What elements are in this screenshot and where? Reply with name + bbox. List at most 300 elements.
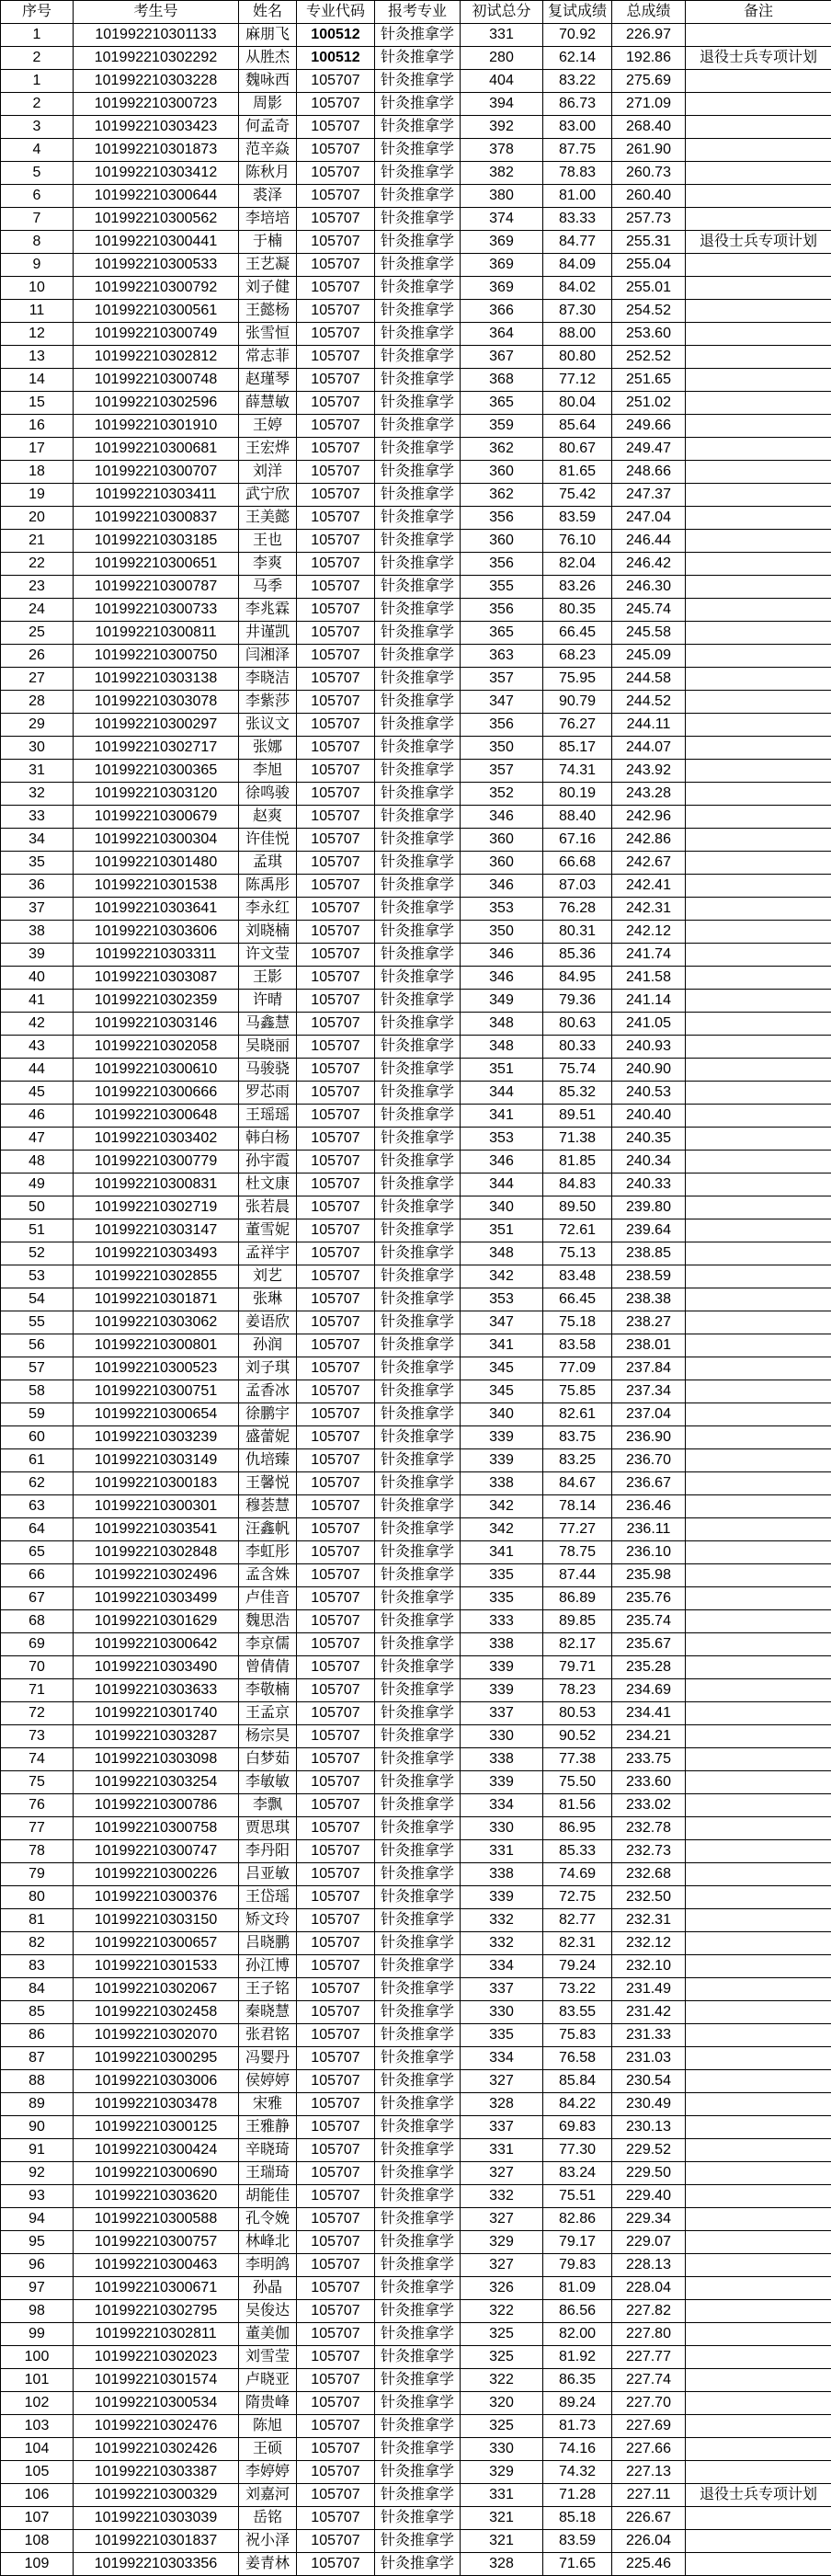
cell-retest-score: 89.24 [543, 2392, 612, 2415]
cell-major: 针灸推拿学 [375, 2070, 461, 2093]
cell-exam-id: 101992210300588 [74, 2208, 239, 2231]
cell-major-code: 105707 [297, 1196, 375, 1219]
cell-note [686, 1082, 831, 1105]
cell-initial-score: 333 [461, 1610, 543, 1633]
cell-initial-score: 369 [461, 254, 543, 277]
cell-major: 针灸推拿学 [375, 553, 461, 576]
cell-note [686, 2461, 831, 2484]
cell-note [686, 829, 831, 852]
cell-seq: 105 [1, 2461, 74, 2484]
cell-major-code: 105707 [297, 1840, 375, 1863]
cell-note [686, 1196, 831, 1219]
cell-exam-id: 101992210300533 [74, 254, 239, 277]
cell-total-score: 240.33 [612, 1174, 686, 1196]
cell-initial-score: 337 [461, 2116, 543, 2139]
cell-initial-score: 363 [461, 645, 543, 668]
cell-major-code: 105707 [297, 1449, 375, 1472]
cell-major: 针灸推拿学 [375, 1311, 461, 1334]
cell-note [686, 1518, 831, 1541]
cell-exam-id: 101992210303098 [74, 1748, 239, 1771]
cell-retest-score: 82.17 [543, 1633, 612, 1656]
cell-exam-id: 101992210303062 [74, 1311, 239, 1334]
cell-major: 针灸推拿学 [375, 2530, 461, 2553]
cell-total-score: 240.35 [612, 1128, 686, 1151]
cell-major: 针灸推拿学 [375, 1174, 461, 1196]
cell-retest-score: 83.25 [543, 1449, 612, 1472]
cell-name: 张雪恒 [239, 323, 297, 346]
cell-note [686, 2530, 831, 2553]
cell-seq: 70 [1, 1656, 74, 1679]
cell-exam-id: 101992210303254 [74, 1771, 239, 1794]
cell-initial-score: 356 [461, 599, 543, 622]
cell-total-score: 243.92 [612, 760, 686, 783]
table-row [1, 1748, 831, 1771]
cell-note [686, 1886, 831, 1909]
cell-total-score: 226.04 [612, 2530, 686, 2553]
cell-major-code: 105707 [297, 1817, 375, 1840]
table-row [1, 2116, 831, 2139]
cell-retest-score: 86.73 [543, 93, 612, 116]
cell-total-score: 232.10 [612, 1955, 686, 1978]
cell-major-code: 100512 [297, 47, 375, 70]
cell-major-code: 105707 [297, 2438, 375, 2461]
cell-initial-score: 339 [461, 1771, 543, 1794]
cell-exam-id: 101992210303185 [74, 530, 239, 553]
cell-seq: 41 [1, 990, 74, 1013]
cell-name: 宋雅 [239, 2093, 297, 2116]
cell-major: 针灸推拿学 [375, 1633, 461, 1656]
cell-total-score: 240.90 [612, 1059, 686, 1082]
cell-initial-score: 341 [461, 1334, 543, 1357]
table-row [1, 1633, 831, 1656]
cell-retest-score: 80.53 [543, 1702, 612, 1725]
cell-exam-id: 101992210300610 [74, 1059, 239, 1082]
cell-exam-id: 101992210300787 [74, 576, 239, 599]
cell-seq: 68 [1, 1610, 74, 1633]
cell-note: 退役士兵专项计划 [686, 231, 831, 254]
cell-note [686, 1472, 831, 1495]
table-row [1, 93, 831, 116]
cell-total-score: 253.60 [612, 323, 686, 346]
cell-major: 针灸推拿学 [375, 921, 461, 944]
cell-major-code: 105707 [297, 2254, 375, 2277]
cell-note [686, 2208, 831, 2231]
cell-initial-score: 362 [461, 484, 543, 507]
cell-note [686, 2185, 831, 2208]
cell-note [686, 1932, 831, 1955]
cell-seq: 102 [1, 2392, 74, 2415]
cell-note [686, 1036, 831, 1059]
cell-seq: 62 [1, 1472, 74, 1495]
cell-initial-score: 360 [461, 530, 543, 553]
cell-seq: 78 [1, 1840, 74, 1863]
cell-major-code: 105707 [297, 415, 375, 438]
cell-total-score: 232.50 [612, 1886, 686, 1909]
cell-total-score: 227.74 [612, 2369, 686, 2392]
cell-note [686, 1013, 831, 1036]
cell-initial-score: 335 [461, 2024, 543, 2047]
cell-name: 陈禹彤 [239, 875, 297, 898]
cell-initial-score: 330 [461, 2438, 543, 2461]
cell-name: 侯婷婷 [239, 2070, 297, 2093]
table-row [1, 1495, 831, 1518]
cell-major: 针灸推拿学 [375, 2484, 461, 2507]
cell-major: 针灸推拿学 [375, 622, 461, 645]
cell-exam-id: 101992210300707 [74, 461, 239, 484]
cell-initial-score: 345 [461, 1380, 543, 1403]
cell-seq: 104 [1, 2438, 74, 2461]
cell-note [686, 1955, 831, 1978]
cell-note [686, 1909, 831, 1932]
cell-exam-id: 101992210302811 [74, 2323, 239, 2346]
table-row [1, 116, 831, 139]
cell-exam-id: 101992210303490 [74, 1656, 239, 1679]
cell-retest-score: 88.40 [543, 806, 612, 829]
cell-major-code: 100512 [297, 24, 375, 47]
cell-note [686, 2231, 831, 2254]
table-row [1, 1059, 831, 1082]
cell-major: 针灸推拿学 [375, 1036, 461, 1059]
cell-note [686, 921, 831, 944]
cell-seq: 72 [1, 1702, 74, 1725]
cell-retest-score: 79.36 [543, 990, 612, 1013]
cell-initial-score: 364 [461, 323, 543, 346]
cell-major-code: 105707 [297, 2185, 375, 2208]
cell-note [686, 2277, 831, 2300]
table-row [1, 2139, 831, 2162]
cell-initial-score: 330 [461, 1817, 543, 1840]
cell-seq: 92 [1, 2162, 74, 2185]
cell-seq: 36 [1, 875, 74, 898]
cell-major: 针灸推拿学 [375, 829, 461, 852]
cell-exam-id: 101992210303387 [74, 2461, 239, 2484]
cell-name: 矫文玲 [239, 1909, 297, 1932]
cell-total-score: 227.69 [612, 2415, 686, 2438]
cell-exam-id: 101992210300365 [74, 760, 239, 783]
cell-retest-score: 68.23 [543, 645, 612, 668]
cell-note [686, 1128, 831, 1151]
cell-name: 王岱瑶 [239, 1886, 297, 1909]
header-name: 姓名 [239, 1, 297, 24]
cell-initial-score: 335 [461, 1564, 543, 1587]
cell-retest-score: 66.45 [543, 1288, 612, 1311]
cell-total-score: 227.77 [612, 2346, 686, 2369]
cell-exam-id: 101992210300801 [74, 1334, 239, 1357]
cell-retest-score: 74.16 [543, 2438, 612, 2461]
cell-name: 许文莹 [239, 944, 297, 967]
cell-major: 针灸推拿学 [375, 1151, 461, 1174]
cell-seq: 1 [1, 70, 74, 93]
cell-initial-score: 325 [461, 2415, 543, 2438]
cell-major: 针灸推拿学 [375, 1725, 461, 1748]
table-row [1, 898, 831, 921]
cell-retest-score: 84.02 [543, 277, 612, 300]
cell-retest-score: 82.86 [543, 2208, 612, 2231]
cell-major: 针灸推拿学 [375, 737, 461, 760]
cell-seq: 65 [1, 1541, 74, 1564]
cell-seq: 81 [1, 1909, 74, 1932]
cell-total-score: 238.27 [612, 1311, 686, 1334]
cell-major-code: 105707 [297, 1955, 375, 1978]
cell-exam-id: 101992210300226 [74, 1863, 239, 1886]
cell-name: 刘雪莹 [239, 2346, 297, 2369]
cell-retest-score: 75.18 [543, 1311, 612, 1334]
cell-major-code: 105707 [297, 277, 375, 300]
table-row [1, 1380, 831, 1403]
cell-note [686, 1449, 831, 1472]
cell-name: 张若晨 [239, 1196, 297, 1219]
cell-retest-score: 89.51 [543, 1105, 612, 1128]
cell-name: 孟香冰 [239, 1380, 297, 1403]
cell-exam-id: 101992210300758 [74, 1817, 239, 1840]
cell-name: 王宏烨 [239, 438, 297, 461]
cell-retest-score: 85.84 [543, 2070, 612, 2093]
cell-major: 针灸推拿学 [375, 1702, 461, 1725]
cell-note [686, 2507, 831, 2530]
table-row [1, 1794, 831, 1817]
cell-seq: 60 [1, 1426, 74, 1449]
cell-note [686, 2346, 831, 2369]
cell-seq: 45 [1, 1082, 74, 1105]
cell-total-score: 229.52 [612, 2139, 686, 2162]
cell-seq: 49 [1, 1174, 74, 1196]
cell-total-score: 231.42 [612, 2001, 686, 2024]
cell-major-code: 105707 [297, 369, 375, 392]
cell-note [686, 622, 831, 645]
cell-initial-score: 392 [461, 116, 543, 139]
cell-retest-score: 71.28 [543, 2484, 612, 2507]
cell-exam-id: 101992210303150 [74, 1909, 239, 1932]
cell-name: 杜文康 [239, 1174, 297, 1196]
cell-major: 针灸推拿学 [375, 806, 461, 829]
cell-initial-score: 321 [461, 2530, 543, 2553]
cell-exam-id: 101992210303541 [74, 1518, 239, 1541]
cell-name: 裘泽 [239, 185, 297, 208]
cell-major-code: 105707 [297, 1794, 375, 1817]
cell-major: 针灸推拿学 [375, 1334, 461, 1357]
cell-exam-id: 101992210300679 [74, 806, 239, 829]
cell-major: 针灸推拿学 [375, 691, 461, 714]
cell-major: 针灸推拿学 [375, 24, 461, 47]
cell-name: 刘子琪 [239, 1357, 297, 1380]
cell-major-code: 105707 [297, 208, 375, 231]
cell-total-score: 227.66 [612, 2438, 686, 2461]
cell-initial-score: 332 [461, 1909, 543, 1932]
cell-major-code: 105707 [297, 139, 375, 162]
cell-major: 针灸推拿学 [375, 1679, 461, 1702]
cell-seq: 57 [1, 1357, 74, 1380]
cell-major: 针灸推拿学 [375, 2392, 461, 2415]
cell-retest-score: 86.35 [543, 2369, 612, 2392]
cell-exam-id: 101992210300534 [74, 2392, 239, 2415]
table-row [1, 1174, 831, 1196]
cell-total-score: 235.74 [612, 1610, 686, 1633]
cell-total-score: 226.67 [612, 2507, 686, 2530]
cell-exam-id: 101992210300125 [74, 2116, 239, 2139]
cell-retest-score: 72.61 [543, 1219, 612, 1242]
cell-initial-score: 365 [461, 392, 543, 415]
cell-name: 吴晓丽 [239, 1036, 297, 1059]
table-row [1, 1128, 831, 1151]
cell-exam-id: 101992210300666 [74, 1082, 239, 1105]
cell-exam-id: 101992210300562 [74, 208, 239, 231]
cell-retest-score: 82.04 [543, 553, 612, 576]
cell-seq: 85 [1, 2001, 74, 2024]
cell-name: 王影 [239, 967, 297, 990]
cell-name: 仇培臻 [239, 1449, 297, 1472]
cell-exam-id: 101992210303478 [74, 2093, 239, 2116]
cell-total-score: 275.69 [612, 70, 686, 93]
cell-retest-score: 83.33 [543, 208, 612, 231]
cell-seq: 6 [1, 185, 74, 208]
table-row [1, 2231, 831, 2254]
cell-seq: 16 [1, 415, 74, 438]
cell-retest-score: 83.24 [543, 2162, 612, 2185]
cell-initial-score: 351 [461, 1219, 543, 1242]
cell-retest-score: 73.22 [543, 1978, 612, 2001]
table-row [1, 461, 831, 484]
cell-retest-score: 84.67 [543, 1472, 612, 1495]
cell-major-code: 105707 [297, 1518, 375, 1541]
cell-note [686, 277, 831, 300]
cell-exam-id: 101992210302848 [74, 1541, 239, 1564]
cell-exam-id: 101992210302359 [74, 990, 239, 1013]
cell-major-code: 105707 [297, 2323, 375, 2346]
cell-major-code: 105707 [297, 829, 375, 852]
cell-total-score: 228.13 [612, 2254, 686, 2277]
cell-seq: 7 [1, 208, 74, 231]
cell-name: 孔令娩 [239, 2208, 297, 2231]
table-row [1, 415, 831, 438]
cell-exam-id: 101992210300723 [74, 93, 239, 116]
cell-name: 董美伽 [239, 2323, 297, 2346]
table-row [1, 2530, 831, 2553]
cell-exam-id: 101992210303411 [74, 484, 239, 507]
cell-note: 退役士兵专项计划 [686, 2484, 831, 2507]
cell-major-code: 105707 [297, 1932, 375, 1955]
table-row [1, 346, 831, 369]
cell-initial-score: 338 [461, 1472, 543, 1495]
cell-seq: 80 [1, 1886, 74, 1909]
cell-name: 马鑫慧 [239, 1013, 297, 1036]
cell-initial-score: 337 [461, 1978, 543, 2001]
cell-note [686, 300, 831, 323]
cell-retest-score: 85.36 [543, 944, 612, 967]
cell-note [686, 93, 831, 116]
cell-retest-score: 80.67 [543, 438, 612, 461]
cell-seq: 33 [1, 806, 74, 829]
cell-name: 孙宇霞 [239, 1151, 297, 1174]
cell-name: 曾倩倩 [239, 1656, 297, 1679]
cell-total-score: 192.86 [612, 47, 686, 70]
table-row [1, 2392, 831, 2415]
cell-major-code: 105707 [297, 1426, 375, 1449]
cell-major-code: 105707 [297, 162, 375, 185]
cell-initial-score: 329 [461, 2231, 543, 2254]
cell-exam-id: 101992210301480 [74, 852, 239, 875]
cell-note [686, 1151, 831, 1174]
cell-initial-score: 331 [461, 1840, 543, 1863]
cell-seq: 63 [1, 1495, 74, 1518]
cell-exam-id: 101992210302812 [74, 346, 239, 369]
cell-total-score: 240.93 [612, 1036, 686, 1059]
cell-exam-id: 101992210301871 [74, 1288, 239, 1311]
cell-seq: 74 [1, 1748, 74, 1771]
cell-major-code: 105707 [297, 300, 375, 323]
cell-total-score: 232.78 [612, 1817, 686, 1840]
cell-retest-score: 77.30 [543, 2139, 612, 2162]
cell-major-code: 105707 [297, 2162, 375, 2185]
cell-major: 针灸推拿学 [375, 277, 461, 300]
cell-note [686, 1174, 831, 1196]
cell-seq: 10 [1, 277, 74, 300]
cell-major: 针灸推拿学 [375, 2277, 461, 2300]
cell-major-code: 105707 [297, 576, 375, 599]
cell-note [686, 2001, 831, 2024]
cell-major-code: 105707 [297, 2047, 375, 2070]
cell-exam-id: 101992210301133 [74, 24, 239, 47]
cell-name: 陈旭 [239, 2415, 297, 2438]
cell-major-code: 105707 [297, 2139, 375, 2162]
cell-retest-score: 85.18 [543, 2507, 612, 2530]
table-row [1, 2438, 831, 2461]
cell-exam-id: 101992210302070 [74, 2024, 239, 2047]
cell-note [686, 2392, 831, 2415]
cell-major-code: 105707 [297, 530, 375, 553]
cell-major: 针灸推拿学 [375, 1449, 461, 1472]
cell-name: 盛蕾妮 [239, 1426, 297, 1449]
cell-exam-id: 101992210300749 [74, 323, 239, 346]
cell-total-score: 236.67 [612, 1472, 686, 1495]
cell-note [686, 415, 831, 438]
cell-seq: 43 [1, 1036, 74, 1059]
cell-retest-score: 76.28 [543, 898, 612, 921]
cell-total-score: 244.52 [612, 691, 686, 714]
cell-exam-id: 101992210300681 [74, 438, 239, 461]
cell-retest-score: 72.75 [543, 1886, 612, 1909]
cell-note [686, 737, 831, 760]
cell-major: 针灸推拿学 [375, 2024, 461, 2047]
cell-major: 针灸推拿学 [375, 47, 461, 70]
cell-retest-score: 80.80 [543, 346, 612, 369]
cell-major-code: 105707 [297, 1725, 375, 1748]
cell-retest-score: 85.32 [543, 1082, 612, 1105]
cell-initial-score: 356 [461, 553, 543, 576]
cell-name: 李兆霖 [239, 599, 297, 622]
table-row [1, 1426, 831, 1449]
cell-retest-score: 76.27 [543, 714, 612, 737]
cell-name: 李敏敏 [239, 1771, 297, 1794]
cell-seq: 13 [1, 346, 74, 369]
table-row [1, 691, 831, 714]
cell-retest-score: 83.55 [543, 2001, 612, 2024]
cell-major-code: 105707 [297, 921, 375, 944]
table-row [1, 1265, 831, 1288]
cell-seq: 2 [1, 93, 74, 116]
table-row [1, 1541, 831, 1564]
table-row [1, 1863, 831, 1886]
cell-initial-score: 339 [461, 1679, 543, 1702]
cell-note [686, 2139, 831, 2162]
cell-name: 常志菲 [239, 346, 297, 369]
cell-major-code: 105707 [297, 760, 375, 783]
cell-exam-id: 101992210300657 [74, 1932, 239, 1955]
cell-major: 针灸推拿学 [375, 645, 461, 668]
cell-retest-score: 85.17 [543, 737, 612, 760]
cell-name: 徐鹏宇 [239, 1403, 297, 1426]
cell-initial-score: 357 [461, 668, 543, 691]
cell-total-score: 231.49 [612, 1978, 686, 2001]
